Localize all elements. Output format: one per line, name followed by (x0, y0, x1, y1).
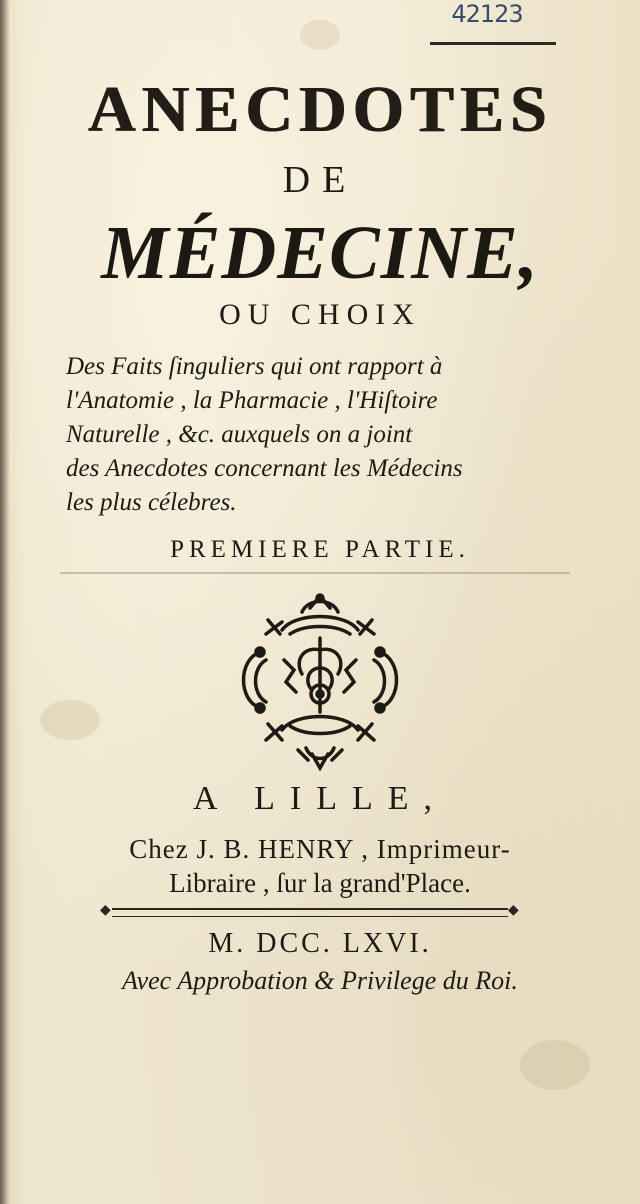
page-binding-edge (0, 0, 10, 1204)
subtitle-line: les plus célebres. (66, 489, 237, 516)
subtitle-line: l'Anatomie , la Pharmacie , l'Hiſtoire (66, 387, 438, 414)
imprint-date: M. DCC. LXVI. (208, 928, 432, 959)
printers-ornament-icon (220, 590, 420, 775)
subtitle-block (66, 350, 626, 520)
paper-stain (40, 700, 100, 740)
rule-ornament-right-icon: ◆ (508, 903, 519, 918)
imprint-city: A LILLE, (192, 780, 448, 817)
shelfmark-underline (430, 42, 556, 45)
title-medecine: MÉDECINE, (101, 211, 539, 295)
paper-stain (520, 1040, 590, 1090)
shelfmark-annotation: 42123 (451, 0, 523, 28)
subtitle-line: des Anecdotes concernant les Médecins (66, 455, 463, 482)
subtitle-line: Des Faits ſinguliers qui ont rapport à (66, 353, 443, 380)
part-rule (60, 572, 570, 574)
paper-stain (300, 20, 340, 50)
part-heading: PREMIERE PARTIE. (170, 536, 470, 563)
title-de: DE (282, 159, 358, 201)
title-anecdotes: ANECDOTES (87, 73, 553, 146)
rule-ornament-left-icon: ◆ (100, 903, 111, 918)
imprint-double-rule (112, 908, 508, 917)
imprint-printer: Chez J. B. HENRY , Imprimeur- (129, 834, 511, 864)
title-ou-choix: OU CHOIX (219, 298, 421, 331)
subtitle-line: Naturelle , &c. auxquels on a joint (66, 421, 413, 448)
imprint-privilege: Avec Approbation & Privilege du Roi. (122, 966, 518, 995)
imprint-address: Libraire , ſur la grand'Place. (169, 868, 471, 898)
